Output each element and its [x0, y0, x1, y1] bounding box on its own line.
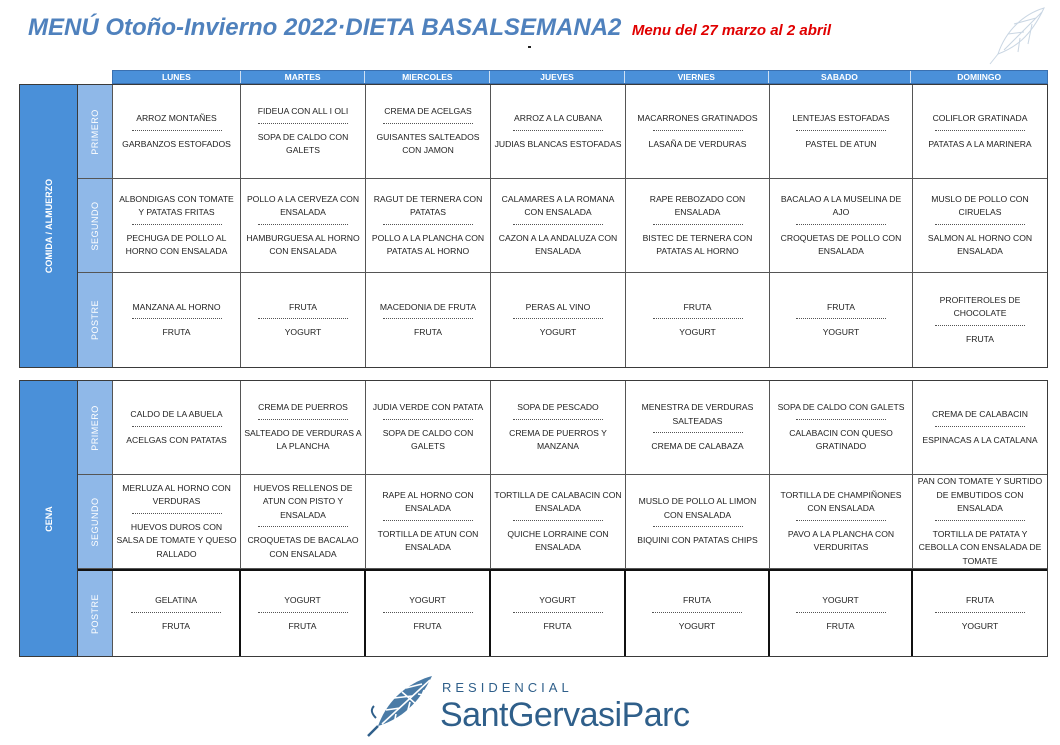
row-segundo: [78, 179, 1047, 273]
day-header: MIERCOLES: [365, 71, 490, 83]
menu-cell: RAPE REBOZADO CON ENSALADA BISTEC DE TERNERA CON PATATAS AL HORNO: [626, 179, 770, 272]
menu-cell: CREMA DE CALABACIN ESPINACAS A LA CATALANA: [922, 409, 1038, 445]
menu-cell: FRUTA YOGURT: [626, 273, 770, 367]
menu-cell: HUEVOS RELLENOS DE ATUN CON PISTO Y ENSALADA CROQUETAS DE BACALAO CON ENSALADA: [241, 475, 366, 568]
menu-cell: YOGURT FRUTA: [491, 571, 626, 656]
menu-cell: CREMA DE ACELGAS GUISANTES SALTEADOS CON JAMON: [366, 85, 491, 178]
menu-cell: TORTILLA DE CALABACIN CON ENSALADA QUICHE LORRAINE CON ENSALADA: [491, 475, 626, 568]
menu-cell: MERLUZA AL HORNO CON VERDURAS HUEVOS DUROS CON SALSA DE TOMATE Y QUESO RALLADO: [113, 475, 241, 568]
menu-cell: FRUTA YOGURT: [241, 273, 366, 367]
menu-cell: BACALAO A LA MUSELINA DE AJO CROQUETAS DE POLLO CON ENSALADA: [770, 179, 913, 272]
row-postre: [78, 569, 1047, 656]
menu-cell: FRUTA YOGURT: [626, 571, 770, 656]
menu-cell: MENESTRA DE VERDURAS SALTEADAS CREMA DE CALABAZA: [626, 381, 770, 474]
title-underline-mark: [528, 46, 531, 48]
section-label: COMIDA / ALMUERZO: [20, 85, 78, 367]
menu-cell: MUSLO DE POLLO AL LIMON CON ENSALADA BIQUINI CON PATATAS CHIPS: [626, 475, 770, 568]
row-label: SEGUNDO: [78, 475, 113, 568]
row-segundo: [78, 475, 1047, 569]
row-label: SEGUNDO: [78, 179, 113, 272]
menu-cell: YOGURT FRUTA: [366, 571, 491, 656]
menu-cell: YOGURT FRUTA: [241, 571, 366, 656]
menu-title: MENÚ Otoño-Invierno 2022·DIETA BASALSEMANA2: [28, 14, 622, 41]
row-label: POSTRE: [78, 273, 113, 367]
menu-cell: MACARRONES GRATINADOS LASAÑA DE VERDURAS: [626, 85, 770, 178]
brand-logo: [366, 674, 726, 740]
day-header: JUEVES: [490, 71, 625, 83]
menu-cell: ARROZ A LA CUBANA JUDIAS BLANCAS ESTOFADAS: [491, 85, 626, 178]
section-cena: [19, 380, 1048, 657]
brand-top-text: RESIDENCIAL: [442, 680, 573, 695]
day-header: VIERNES: [625, 71, 769, 83]
row-primero: [78, 381, 1047, 475]
row-primero: [78, 85, 1047, 179]
menu-cell: SOPA DE CALDO CON GALETS CALABACIN CON QUESO GRATINADO: [770, 381, 913, 474]
menu-cell: ARROZ MONTAÑES GARBANZOS ESTOFADOS: [113, 85, 241, 178]
menu-cell: COLIFLOR GRATINADA PATATAS A LA MARINERA: [928, 113, 1032, 149]
menu-cell: LENTEJAS ESTOFADAS PASTEL DE ATUN: [770, 85, 913, 178]
menu-cell: CALDO DE LA ABUELA ACELGAS CON PATATAS: [113, 381, 241, 474]
menu-cell: MUSLO DE POLLO CON CIRUELAS SALMON AL HORNO CON ENSALADA: [927, 193, 1033, 256]
menu-cell: PROFITEROLES DE CHOCOLATE FRUTA: [913, 273, 1047, 367]
menu-cell: SOPA DE PESCADO CREMA DE PUERROS Y MANZANA: [491, 381, 626, 474]
menu-cell: FRUTA YOGURT: [770, 273, 913, 367]
menu-cell: MANZANA AL HORNO FRUTA: [113, 273, 241, 367]
menu-cell: GELATINA FRUTA: [113, 571, 241, 656]
menu-cell: PERAS AL VINO YOGURT: [491, 273, 626, 367]
menu-cell: PAN CON TOMATE Y SURTIDO DE EMBUTIDOS CON ENSALADA TORTILLA DE PATATA Y CEBOLLA CON ENSALADA DE TOMATE: [917, 476, 1043, 566]
day-header: LUNES: [113, 71, 241, 83]
page-title-block: [28, 14, 831, 42]
menu-cell: RAPE AL HORNO CON ENSALADA TORTILLA DE ATUN CON ENSALADA: [366, 475, 491, 568]
days-header: [112, 70, 1048, 84]
menu-cell: ALBONDIGAS CON TOMATE Y PATATAS FRITAS PECHUGA DE POLLO AL HORNO CON ENSALADA: [113, 179, 241, 272]
day-header: MARTES: [241, 71, 366, 83]
menu-cell: MACEDONIA DE FRUTA FRUTA: [366, 273, 491, 367]
menu-date-range: Menu del 27 marzo al 2 abril: [631, 22, 832, 39]
menu-cell: YOGURT FRUTA: [770, 571, 913, 656]
mosaic-leaf-icon: [366, 674, 438, 738]
section-label: CENA: [20, 381, 78, 656]
row-label: POSTRE: [78, 571, 113, 656]
corner-leaf-icon: [984, 4, 1054, 68]
brand-name-text: SantGervasiParc: [440, 696, 690, 734]
menu-cell: CALAMARES A LA ROMANA CON ENSALADA CAZON A LA ANDALUZA CON ENSALADA: [491, 179, 626, 272]
menu-cell: FRUTA YOGURT: [913, 571, 1047, 656]
menu-cell: POLLO A LA CERVEZA CON ENSALADA HAMBURGUESA AL HORNO CON ENSALADA: [241, 179, 366, 272]
day-header: DOMIINGO: [957, 72, 1002, 82]
menu-cell: TORTILLA DE CHAMPIÑONES CON ENSALADA PAVO A LA PLANCHA CON VERDURITAS: [770, 475, 913, 568]
day-header: SABADO: [769, 71, 912, 83]
menu-cell: CREMA DE PUERROS SALTEADO DE VERDURAS A LA PLANCHA: [241, 381, 366, 474]
row-label: PRIMERO: [78, 381, 113, 474]
menu-cell: JUDIA VERDE CON PATATA SOPA DE CALDO CON GALETS: [366, 381, 491, 474]
section-comida: [19, 84, 1048, 368]
menu-cell: RAGUT DE TERNERA CON PATATAS POLLO A LA PLANCHA CON PATATAS AL HORNO: [366, 179, 491, 272]
menu-cell: FIDEUA CON ALL I OLI SOPA DE CALDO CON GALETS: [241, 85, 366, 178]
row-label: PRIMERO: [78, 85, 113, 178]
row-postre: [78, 273, 1047, 367]
